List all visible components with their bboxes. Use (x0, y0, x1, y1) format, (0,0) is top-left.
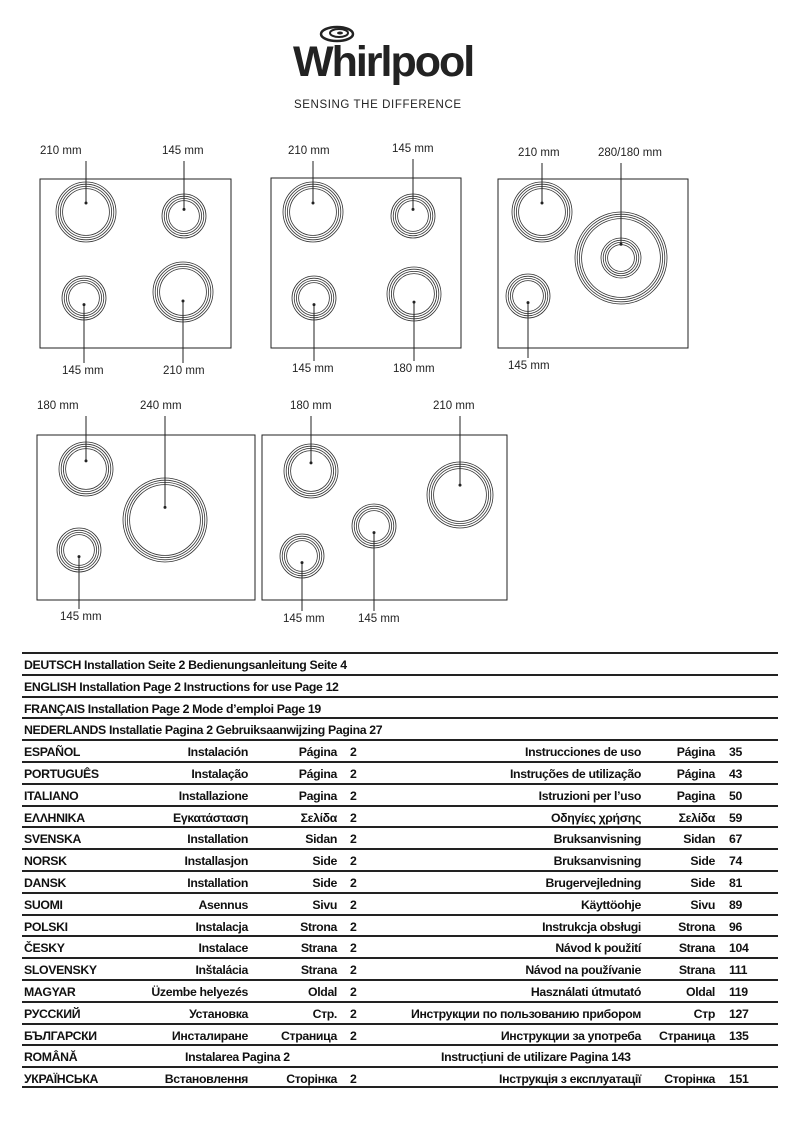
page-word: Σελίδα (678, 810, 715, 825)
instructions-label: Bruksanvisning (553, 832, 641, 847)
page-word: Strana (678, 963, 715, 978)
dimension-label: 145 mm (392, 143, 434, 155)
page-word: Strana (300, 941, 337, 956)
language-entry: NEDERLANDS Installatie Pagina 2 Gebruiksaanwijzing Pagina 27 (24, 723, 383, 738)
language-name: PORTUGUÊS (24, 767, 99, 781)
language-name: NORSK (24, 854, 67, 869)
instructions-page: 151 (729, 1072, 749, 1087)
cooktop-outline (37, 435, 255, 600)
installation-label: Üzembe helyezés (151, 985, 248, 999)
dimension-label: 240 mm (140, 400, 182, 412)
leader-dot (620, 243, 623, 246)
language-name: SLOVENSKY (24, 963, 97, 978)
page-word: Página (676, 745, 715, 760)
page-word: Pagina (676, 788, 715, 803)
table-row (22, 1001, 778, 1024)
table-row (22, 826, 778, 849)
instructions-page: 89 (729, 897, 742, 912)
instructions-page: 135 (729, 1028, 749, 1043)
leader-dot (310, 461, 313, 464)
installation-page: 2 (350, 832, 357, 847)
page-word: Strana (678, 941, 715, 956)
table-row (22, 696, 778, 719)
installation-label: Installation (187, 876, 248, 890)
instructions-page: 35 (729, 745, 742, 760)
page-word: Strona (300, 919, 337, 934)
installation-page: 2 (350, 854, 357, 869)
dimension-label: 210 mm (433, 400, 475, 412)
installation-page: 2 (350, 897, 357, 912)
installation-page: 2 (350, 919, 357, 934)
cooktop-outline (498, 179, 688, 348)
instructions-page: 50 (729, 788, 742, 803)
leader-dot (313, 303, 316, 306)
leader-dot (78, 555, 81, 558)
instructions-label: Instrucciones de uso (525, 745, 641, 760)
page-word: Страница (659, 1028, 715, 1043)
page-word: Sivu (690, 897, 715, 912)
dimension-label: 280/180 mm (598, 147, 662, 159)
instructions-label: Инструкции по пользованию прибором (410, 1006, 641, 1021)
instructions-page: 81 (729, 876, 742, 890)
leader-dot (413, 301, 416, 304)
dimension-label: 210 mm (288, 145, 330, 157)
dimension-label: 210 mm (40, 145, 82, 157)
page-word: Side (690, 876, 715, 890)
installation-page: 2 (350, 1028, 357, 1043)
page-word: Sidan (683, 832, 715, 847)
page-word: Σελίδα (300, 810, 337, 825)
page-word: Sidan (305, 832, 337, 847)
installation-label: Installazione (178, 788, 248, 803)
page-word: Pagina (298, 788, 337, 803)
instructions-page: 74 (729, 854, 742, 869)
installation-page: 2 (350, 810, 357, 825)
language-name: ČESKY (24, 941, 65, 956)
instructions-entry: Instrucțiuni de utilizare Pagina 143 (441, 1050, 631, 1065)
leader-dot (412, 208, 415, 211)
language-name: SVENSKA (24, 832, 81, 847)
table-row (22, 914, 778, 937)
brand-name: Whirlpool (293, 38, 474, 86)
instructions-label: Instrukcja obsługi (542, 919, 641, 934)
instructions-page: 59 (729, 810, 742, 825)
table-row (22, 783, 778, 806)
installation-page: 2 (350, 985, 357, 999)
table-row (22, 1023, 778, 1046)
page-word: Strona (678, 919, 715, 934)
leader-dot (85, 202, 88, 205)
table-row (22, 957, 778, 980)
dimension-label: 145 mm (62, 365, 104, 377)
language-name: SUOMI (24, 897, 63, 912)
instructions-label: Οδηγίες χρήσης (550, 810, 641, 825)
table-bottom-rule (22, 1086, 778, 1088)
instructions-label: Käyttöohje (580, 897, 641, 912)
table-row (22, 1044, 778, 1067)
instructions-page: 119 (729, 985, 748, 999)
page-word: Sivu (312, 897, 337, 912)
table-row (22, 717, 778, 740)
installation-page: 2 (350, 941, 357, 956)
instructions-page: 111 (729, 963, 748, 978)
leader-dot (541, 202, 544, 205)
installation-page: 2 (350, 788, 357, 803)
installation-label: Инсталиране (171, 1028, 248, 1043)
table-row (22, 805, 778, 828)
instructions-label: Návod na používanie (525, 963, 641, 978)
instructions-page: 43 (729, 767, 742, 781)
table-row (22, 848, 778, 871)
installation-label: Instalacja (195, 919, 248, 934)
installation-label: Installation (187, 832, 248, 847)
page-word: Página (298, 745, 337, 760)
table-row (22, 652, 778, 675)
dimension-label: 145 mm (60, 611, 102, 623)
instructions-label: Használati útmutató (530, 985, 641, 999)
instructions-label: Istruzioni per l’uso (538, 788, 641, 803)
table-row (22, 870, 778, 893)
leader-dot (301, 561, 304, 564)
page-word: Стр (693, 1006, 715, 1021)
instructions-page: 127 (729, 1006, 749, 1021)
page-word: Side (312, 854, 337, 869)
leader-dot (527, 301, 530, 304)
instructions-label: Bruksanvisning (553, 854, 641, 869)
dimension-label: 145 mm (508, 360, 550, 372)
installation-page: 2 (350, 963, 357, 978)
installation-page: 2 (350, 1072, 357, 1087)
page-word: Сторінка (286, 1072, 337, 1087)
installation-label: Εγκατάσταση (173, 810, 248, 825)
page-word: Сторінка (664, 1072, 715, 1087)
dimension-label: 180 mm (393, 363, 435, 375)
language-name: БЪЛГАРСКИ (24, 1028, 97, 1043)
installation-label: Встановлення (164, 1072, 248, 1087)
page-word: Страница (281, 1028, 337, 1043)
dimension-label: 180 mm (37, 400, 79, 412)
table-row (22, 935, 778, 958)
table-row (22, 761, 778, 784)
page-word: Oldal (308, 985, 337, 999)
cooktop-outline (271, 178, 461, 348)
leader-dot (85, 459, 88, 462)
installation-label: Instalace (198, 941, 248, 956)
installation-label: Instalación (187, 745, 248, 760)
page-word: Side (312, 876, 337, 890)
installation-label: Asennus (198, 897, 248, 912)
leader-dot (183, 208, 186, 211)
instructions-page: 67 (729, 832, 742, 847)
dimension-label: 145 mm (358, 613, 400, 625)
brand-tagline: SENSING THE DIFFERENCE (294, 99, 462, 111)
instructions-page: 104 (729, 941, 749, 956)
page-word: Side (690, 854, 715, 869)
cooking-zone-inner (608, 245, 635, 272)
table-row (22, 892, 778, 915)
leader-dot (83, 303, 86, 306)
language-name: УКРАЇНСЬКА (24, 1072, 99, 1087)
installation-label: Instalação (191, 767, 248, 781)
leader-dot (373, 531, 376, 534)
language-entry: ENGLISH Installation Page 2 Instructions for use Page 12 (24, 679, 339, 694)
dimension-label: 145 mm (283, 613, 325, 625)
installation-label: Inštalácia (195, 963, 248, 978)
installation-entry: Instalarea Pagina 2 (185, 1050, 290, 1065)
leader-dot (182, 300, 185, 303)
table-row (22, 739, 778, 762)
table-row (22, 979, 778, 1002)
page-word: Página (676, 767, 715, 781)
language-name: ROMÂNĂ (24, 1050, 78, 1065)
instructions-page: 96 (729, 919, 742, 934)
installation-page: 2 (350, 876, 357, 890)
cooking-zone-inner (605, 242, 636, 273)
page-word: Página (298, 767, 337, 781)
language-entry: FRANÇAIS Installation Page 2 Mode d’emploi Page 19 (24, 701, 321, 716)
dimension-label: 145 mm (292, 363, 334, 375)
installation-page: 2 (350, 767, 357, 781)
leader-dot (164, 506, 167, 509)
page-word: Стр. (312, 1006, 337, 1021)
language-name: РУССКИЙ (24, 1006, 81, 1021)
instructions-label: Instruções de utilização (509, 767, 641, 781)
leader-dot (312, 202, 315, 205)
installation-page: 2 (350, 745, 357, 760)
page-word: Strana (300, 963, 337, 978)
dimension-label: 210 mm (518, 147, 560, 159)
table-row (22, 674, 778, 697)
installation-page: 2 (350, 1006, 357, 1021)
language-name: ESPAÑOL (24, 745, 81, 760)
instructions-label: Інструкція з експлуатації (499, 1072, 641, 1087)
page-word: Oldal (686, 985, 715, 999)
language-entry: DEUTSCH Installation Seite 2 Bedienungsanleitung Seite 4 (24, 658, 347, 672)
instructions-label: Brugervejledning (545, 876, 641, 890)
dimension-label: 180 mm (290, 400, 332, 412)
installation-label: Установка (189, 1006, 248, 1021)
dimension-label: 210 mm (163, 365, 205, 377)
language-name: ITALIANO (24, 788, 79, 803)
dimension-label: 145 mm (162, 145, 204, 157)
language-name: MAGYAR (24, 985, 76, 999)
leader-dot (459, 484, 462, 487)
installation-label: Installasjon (184, 854, 248, 869)
language-name: POLSKI (24, 919, 68, 934)
instructions-label: Инструкции за употреба (500, 1028, 641, 1043)
language-name: ΕΛΛΗΝΙΚΑ (24, 810, 85, 825)
instructions-label: Návod k použití (555, 941, 641, 956)
language-name: DANSK (24, 876, 66, 890)
